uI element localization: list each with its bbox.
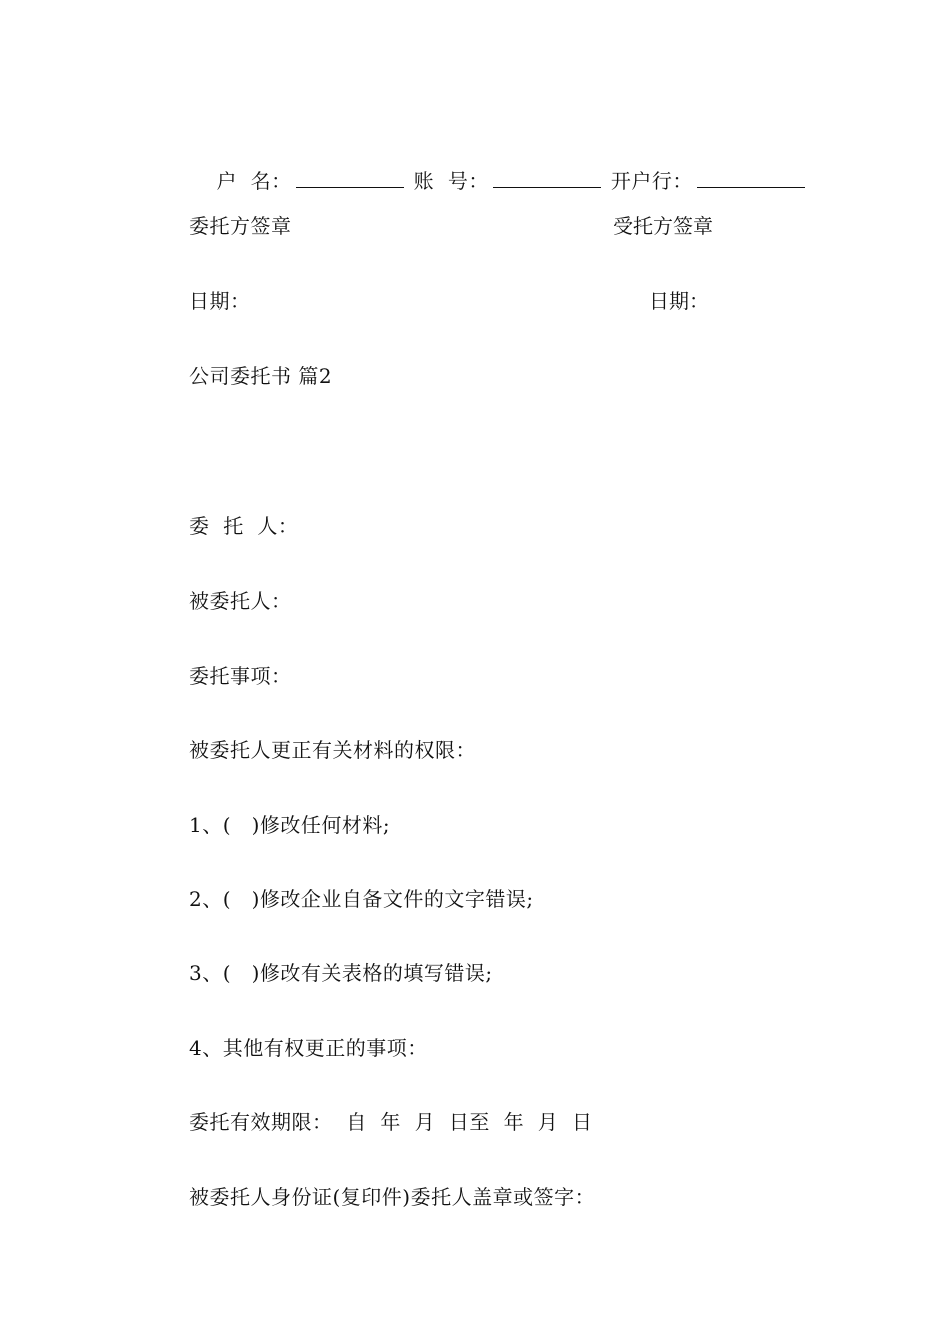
account-name-blank [296,169,404,188]
list-item: 1、( )修改任何材料; [189,813,391,837]
section-title: 公司委托书 篇2 [189,364,333,388]
agent-label: 被委托人： [189,589,292,613]
validity-period: 委托有效期限： 自 年 月 日至 年 月 日 [189,1110,593,1134]
list-item: 3、( )修改有关表格的填写错误; [189,961,493,985]
account-number-label: 账 号： [413,169,489,193]
principal-seal-label: 委托方签章 [189,214,292,238]
account-number-blank [493,169,601,188]
list-item: 2、( )修改企业自备文件的文字错误; [189,887,534,911]
bank-label: 开户行： [610,169,693,193]
date-right-label: 日期： [649,289,709,313]
matters-label: 委托事项： [189,664,292,688]
principal-label: 委 托 人： [189,514,299,538]
account-name-label: 户 名： [216,169,292,193]
list-item: 4、其他有权更正的事项： [189,1036,428,1060]
bank-blank [697,169,805,188]
agent-seal-label: 受托方签章 [613,214,713,238]
authority-title: 被委托人更正有关材料的权限： [189,738,476,762]
id-copy-line: 被委托人身份证(复印件)委托人盖章或签字： [189,1185,596,1209]
account-info-row [189,139,815,223]
date-left-label: 日期： [189,289,251,313]
